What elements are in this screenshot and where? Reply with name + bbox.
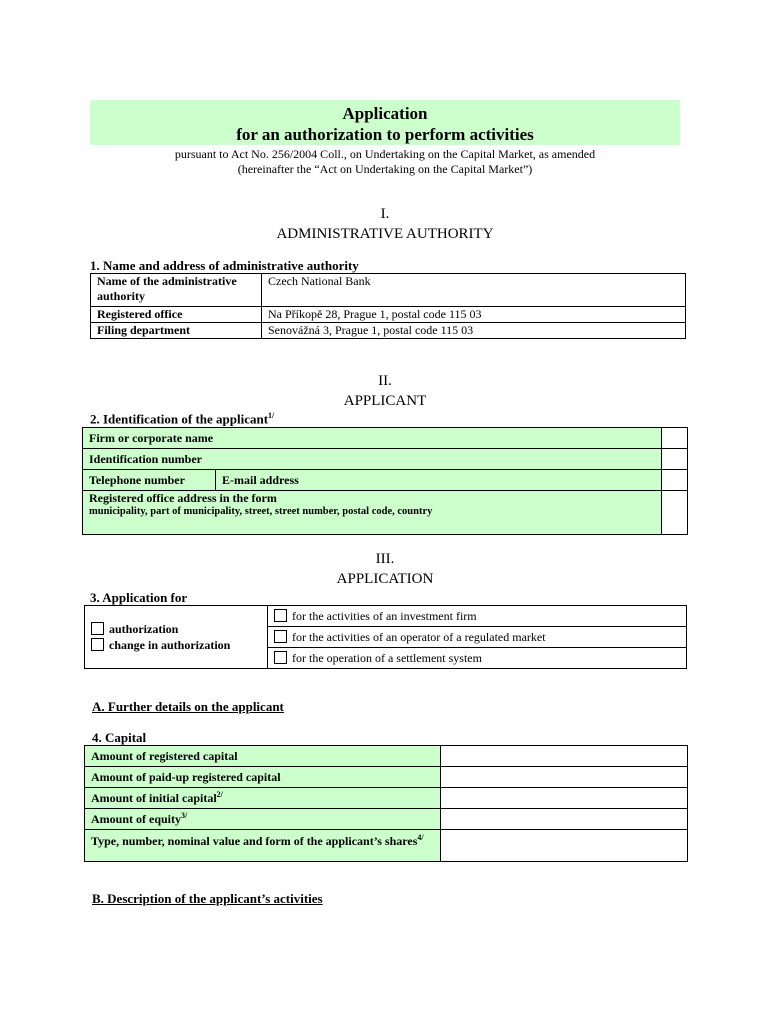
section-1-number: I. (380, 206, 390, 222)
paid-up-capital-label (85, 767, 441, 788)
identification-number-input[interactable] (662, 449, 688, 470)
option-authorization[interactable] (91, 621, 261, 637)
footnote-ref-4: 4/ (417, 833, 424, 842)
address-input[interactable] (662, 491, 688, 535)
change-in-authorization-checkbox[interactable] (91, 638, 104, 651)
section-1-name: ADMINISTRATIVE AUTHORITY (276, 226, 494, 242)
registered-capital-input[interactable] (441, 746, 688, 767)
option-change-in-authorization[interactable] (91, 637, 261, 653)
address-label-cell (83, 491, 662, 535)
registered-capital-text: Amount of registered capital (91, 748, 238, 763)
capital-heading: 4. Capital (92, 730, 147, 745)
regulated-market-checkbox[interactable] (274, 630, 287, 643)
footnote-ref-2: 2/ (216, 790, 223, 799)
shares-text: Type, number, nominal value and form of the applicant’s shares (91, 834, 418, 848)
section-3-name: APPLICATION (336, 571, 434, 587)
email-label: E-mail address (216, 470, 662, 491)
authority-table (90, 273, 686, 339)
settlement-system-checkbox[interactable] (274, 651, 287, 664)
section-2-heading (90, 411, 274, 427)
subtitle-1: pursuant to Act No. 256/2004 Coll., on Undertaking on the Capital Market, as amended (174, 147, 596, 161)
equity-input[interactable] (441, 809, 688, 830)
registered-office-label: Registered office (91, 307, 262, 323)
option-settlement-system[interactable] (268, 648, 687, 669)
equity-text: Amount of equity (91, 812, 182, 826)
authority-name-label: Name of the administrative authority (91, 274, 262, 307)
regulated-market-label: for the activities of an operator of a regulated market (292, 629, 546, 644)
section-1-heading: 1. Name and address of administrative authority (90, 258, 359, 273)
footnote-ref-3: 3/ (181, 811, 188, 820)
shares-input[interactable] (441, 830, 688, 862)
paid-up-capital-text: Amount of paid-up registered capital (91, 769, 281, 784)
address-hint: municipality, part of municipality, street, street number, postal code, country (89, 506, 433, 517)
initial-capital-text: Amount of initial capital (91, 791, 217, 805)
telephone-label: Telephone number (83, 470, 216, 491)
title-line-2: for an authorization to perform activities (236, 125, 534, 144)
filing-department-label: Filing department (91, 323, 262, 339)
part-a-heading: A. Further details on the applicant (92, 699, 284, 714)
registered-capital-label (85, 746, 441, 767)
investment-firm-checkbox[interactable] (274, 609, 287, 622)
firm-name-input[interactable] (662, 428, 688, 449)
option-regulated-market[interactable] (268, 627, 687, 648)
title-line-1: Application (342, 104, 428, 123)
section-2-number: II. (378, 373, 392, 389)
section-2-name: APPLICANT (343, 393, 427, 409)
applicant-table (82, 427, 688, 535)
application-table (84, 605, 687, 669)
investment-firm-label: for the activities of an investment firm (292, 608, 477, 623)
paid-up-capital-input[interactable] (441, 767, 688, 788)
initial-capital-label (85, 788, 441, 809)
address-label: Registered office address in the form (89, 491, 277, 505)
authorization-checkbox[interactable] (91, 622, 104, 635)
section-3-number: III. (375, 551, 395, 567)
authorization-label: authorization (109, 622, 179, 636)
section-2-heading-text: 2. Identification of the applicant (90, 411, 269, 427)
shares-label (85, 830, 441, 862)
initial-capital-input[interactable] (441, 788, 688, 809)
identification-number-label: Identification number (83, 449, 662, 470)
application-type-cell (85, 606, 268, 669)
footnote-ref-1: 1/ (268, 411, 275, 420)
change-in-authorization-label: change in authorization (109, 638, 231, 652)
firm-name-label: Firm or corporate name (83, 428, 662, 449)
equity-label (85, 809, 441, 830)
option-investment-firm[interactable] (268, 606, 687, 627)
telephone-email-input[interactable] (662, 470, 688, 491)
capital-table (84, 745, 688, 862)
registered-office-value: Na Příkopě 28, Prague 1, postal code 115 03 (262, 307, 686, 323)
authority-name-value: Czech National Bank (262, 274, 686, 307)
part-b-heading: B. Description of the applicant’s activities (92, 891, 323, 906)
filing-department-value: Senovážná 3, Prague 1, postal code 115 03 (262, 323, 686, 339)
document-title (90, 100, 680, 145)
subtitle-2: (hereinafter the “Act on Undertaking on the Capital Market”) (237, 162, 533, 176)
section-3-heading: 3. Application for (90, 590, 188, 605)
settlement-system-label: for the operation of a settlement system (292, 650, 482, 665)
